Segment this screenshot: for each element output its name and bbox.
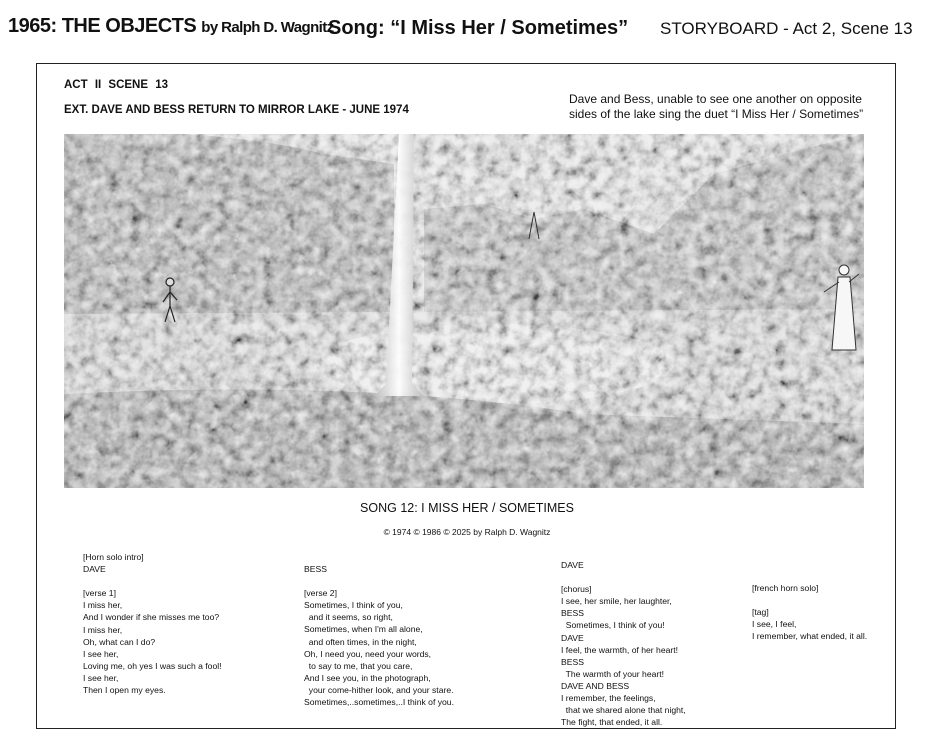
scene-image: [64, 134, 864, 488]
song-heading: Song: “I Miss Her / Sometimes”: [328, 17, 629, 39]
storyboard-label: STORYBOARD - Act 2, Scene 13: [660, 19, 913, 38]
lyrics-column-1: [Horn solo intro] DAVE [verse 1] I miss her, And I wonder if she misses me too? I miss her, Oh, what can I do? I see her, Loving me, oh yes I was such a fool! I see her, Then I open my eyes.: [83, 552, 222, 696]
scene-location: EXT. DAVE AND BESS RETURN TO MIRROR LAKE - JUNE 1974: [64, 104, 409, 116]
scene-description: Dave and Bess, unable to see one another on opposite sides of the lake sing the duet “I Miss Her / Sometimes”: [569, 92, 864, 121]
act-scene-label: ACT II SCENE 13: [64, 79, 169, 91]
song-title: SONG 12: I MISS HER / SOMETIMES: [360, 501, 574, 515]
copyright-notice: © 1974 © 1986 © 2025 by Ralph D. Wagnitz: [383, 527, 551, 537]
lyrics-column-2: BESS [verse 2] Sometimes, I think of you, and it seems, so right, Sometimes, when I'm all alone, and often times, in the night, Oh, I need you, need your words, to say to me, that you care, And I see you, in the photograph, your come-hither look, and your stare. Sometimes,..sometimes,..I think of you.: [304, 564, 454, 708]
lyrics-column-3: DAVE [chorus] I see, her smile, her laughter, BESS Sometimes, I think of you! DAVE I feel, the warmth, of her heart! BESS The warmth of your heart! DAVE AND BESS I remember, the feelings, that we shared alone that night, The fight, that ended, it all.: [561, 560, 686, 728]
production-title: 1965: THE OBJECTS: [8, 15, 197, 37]
page-title: [8, 15, 334, 38]
lake-reflection: [314, 324, 674, 404]
storyboard-frame: [36, 63, 896, 729]
author-credit: by Ralph D. Wagnitz: [201, 19, 334, 36]
left-trees: [64, 134, 394, 334]
lake-sketch-illustration: [64, 134, 864, 488]
lyrics-column-4: [french horn solo] [tag] I see, I feel, I remember, what ended, it all.: [752, 583, 868, 642]
